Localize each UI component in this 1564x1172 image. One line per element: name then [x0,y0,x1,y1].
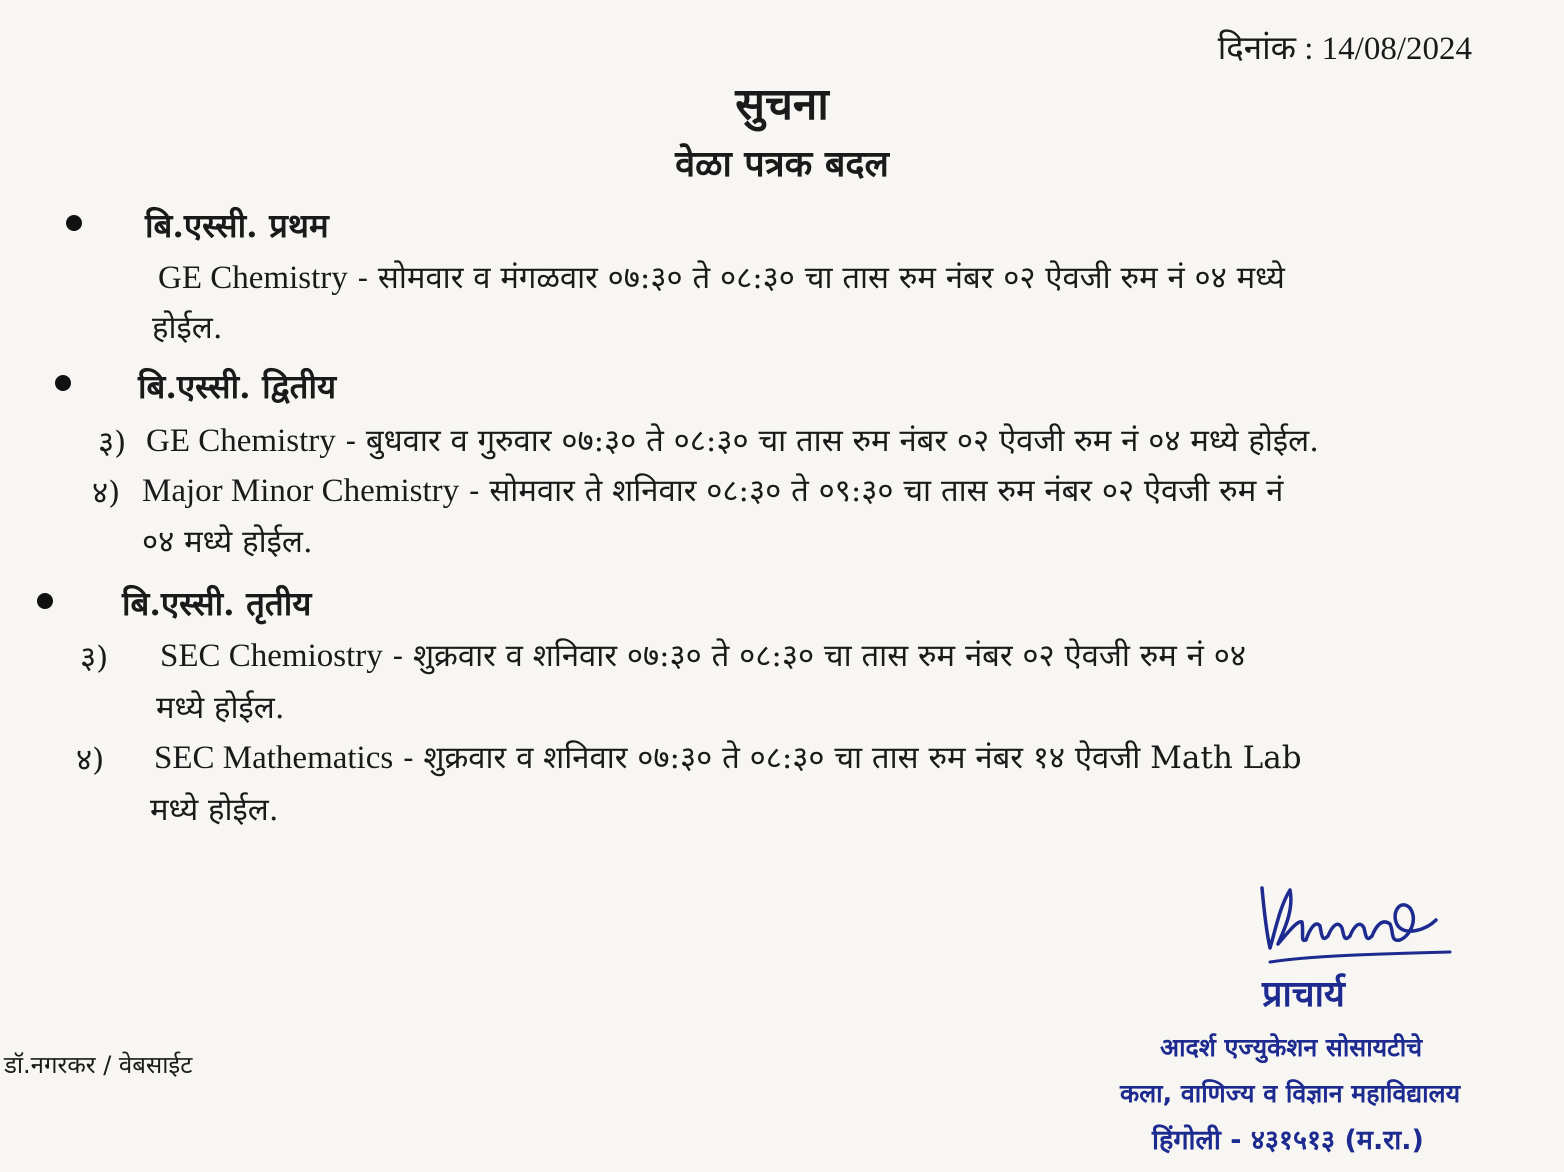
stamp-college-name: कला, वाणिज्य व विज्ञान महाविद्यालय [1120,1079,1461,1108]
item-text: - सोमवार ते शनिवार ०८:३० ते ०९:३० चा तास रुम नंबर ०२ ऐवजी रुम नं [459,473,1284,509]
item-text-continued: मध्ये होईल. [156,690,285,726]
stamp-society-name: आदर्श एज्युकेशन सोसायटीचे [1160,1033,1423,1062]
subject-name: GE Chemistry [146,423,336,459]
section-heading-second-year: बि.एस्सी. द्वितीय [138,367,337,406]
notice-date: दिनांक : 14/08/2024 [1217,31,1472,67]
item-text-continued: ०४ मध्ये होईल. [142,524,313,560]
bullet-marker [66,215,82,231]
item-text-continued: होईल. [152,310,223,346]
subject-name: SEC Chemiostry [160,638,383,674]
item-number: ३) [80,640,109,676]
list-item [158,256,1285,298]
item-text: - बुधवार व गुरुवार ०७:३० ते ०८:३० चा तास रुम नंबर ०२ ऐवजी रुम नं ०४ मध्ये होईल. [335,423,1319,459]
section-heading-third-year: बि.एस्सी. तृतीय [122,584,312,623]
stamp-designation: प्राचार्य [1262,974,1345,1015]
item-number: ४) [92,475,121,511]
item-number: ३) [98,425,127,461]
subject-name: SEC Mathematics [154,740,394,776]
list-item [160,634,1246,676]
item-text: - शुक्रवार व शनिवार ०७:३० ते ०८:३० चा तास रुम नंबर ०२ ऐवजी रुम नं ०४ [382,638,1246,674]
list-item [146,419,1319,461]
item-text: - सोमवार व मंगळवार ०७:३० ते ०८:३० चा तास रुम नंबर ०२ ऐवजी रुम नं ०४ मध्ये [347,260,1285,296]
item-number: ४) [76,742,105,778]
subject-name: Major Minor Chemistry [142,473,460,509]
notice-title: सुचना [735,79,829,130]
list-item [142,469,1283,511]
bullet-marker [55,375,71,391]
subject-name: GE Chemistry [158,260,348,296]
list-item [154,736,1302,778]
copy-to-line: डॉ.नगरकर / वेबसाईट [4,1051,193,1079]
item-text: - शुक्रवार व शनिवार ०७:३० ते ०८:३० चा तास रुम नंबर १४ ऐवजी Math Lab [393,740,1302,776]
bullet-marker [37,593,53,609]
stamp-address: हिंगोली - ४३१५१३ (म.रा.) [1152,1125,1424,1156]
principal-signature [1250,870,1460,980]
item-text-continued: मध्ये होईल. [150,792,279,828]
notice-subtitle: वेळा पत्रक बदल [675,143,889,185]
section-heading-first-year: बि.एस्सी. प्रथम [145,206,329,245]
